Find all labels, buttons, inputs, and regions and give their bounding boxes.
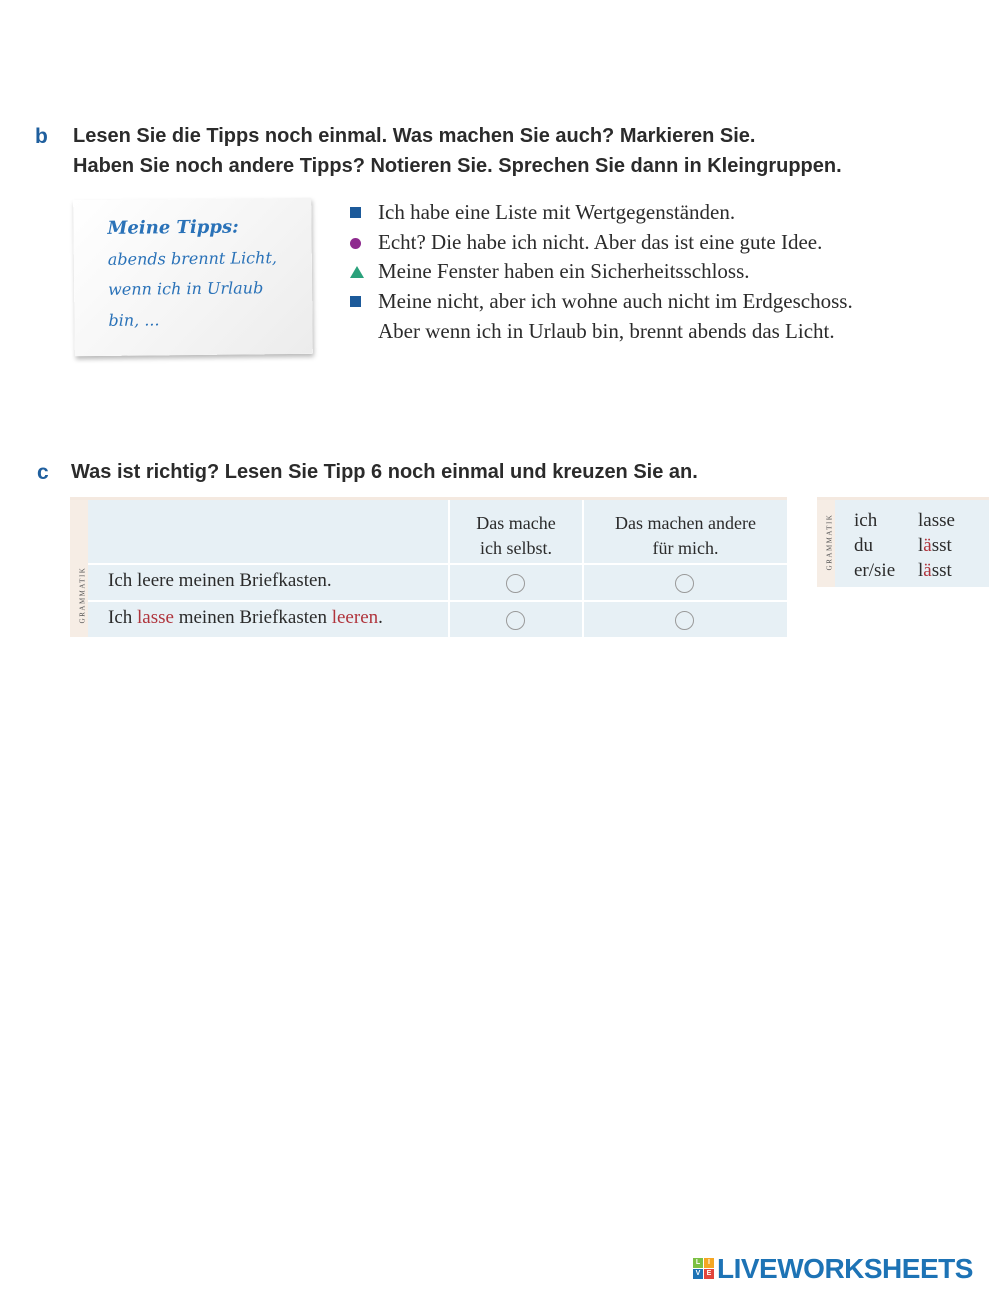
table-row-1-text: Ich leere meinen Briefkasten. [108, 570, 332, 591]
verb-form [918, 560, 952, 582]
note-line: abends brennt Licht, [107, 248, 278, 269]
pronoun-du: du [854, 535, 873, 556]
square-marker-icon [350, 296, 361, 307]
triangle-marker-icon [350, 266, 364, 278]
highlight-word-leeren: leeren [331, 607, 379, 628]
task-b-instruction-2: Haben Sie noch andere Tipps? Notieren Sie. Sprechen Sie dann in Kleingruppen. [73, 155, 842, 177]
verb-part: l [918, 560, 924, 581]
task-c-letter: c [37, 461, 49, 484]
task-c-instruction: Was ist richtig? Lesen Sie Tipp 6 noch einmal und kreuzen Sie an. [71, 461, 698, 483]
grammar-side-strip [817, 500, 835, 587]
note-line: bin, ... [108, 310, 160, 330]
logo-square: I [704, 1258, 714, 1268]
square-marker-icon [350, 207, 361, 218]
column-header-self [450, 511, 582, 561]
task-b-instruction-1: Lesen Sie die Tipps noch einmal. Was machen Sie auch? Markieren Sie. [73, 125, 756, 147]
highlight-word-lasse: lasse [137, 607, 174, 628]
dialogue-text: Meine Fenster haben ein Sicherheitsschloss. [378, 259, 750, 283]
logo-text: LIVEWORKSHEETS [717, 1253, 973, 1284]
header-line: Das machen andere [615, 513, 756, 533]
note-title: Meine Tipps: [107, 216, 239, 239]
table-divider [88, 563, 787, 565]
tips-note-card [73, 198, 313, 356]
row-text-part: Ich [108, 607, 138, 628]
logo-squares-icon [693, 1258, 715, 1280]
row-1-self-radio[interactable] [506, 574, 525, 593]
grammar-side-label: GRAMMATIK [78, 566, 87, 624]
umlaut-highlight: ä [923, 535, 932, 556]
grammar-side-strip [70, 500, 88, 637]
verb-part: lasse [918, 510, 955, 531]
logo-square: E [704, 1269, 714, 1279]
verb-form [918, 535, 952, 557]
grammar-table [70, 497, 787, 637]
verb-part: sst [931, 560, 952, 581]
pronoun-er-sie: er/sie [854, 560, 896, 581]
table-row-2-text [108, 607, 383, 629]
grammar-side-label: GRAMMATIK [825, 513, 834, 571]
verb-part: sst [931, 535, 952, 556]
row-2-self-radio[interactable] [506, 611, 525, 630]
verb-part: l [918, 535, 924, 556]
note-line: wenn ich in Urlaub [108, 278, 264, 299]
row-1-others-radio[interactable] [675, 574, 694, 593]
umlaut-highlight: ä [923, 560, 932, 581]
logo-square: V [693, 1269, 703, 1279]
logo-square: L [693, 1258, 703, 1268]
dialogue-text: Echt? Die habe ich nicht. Aber das ist eine gute Idee. [378, 230, 823, 254]
dialogue-text: Ich habe eine Liste mit Wertgegenständen. [378, 200, 736, 224]
dialogue-text: Aber wenn ich in Urlaub bin, brennt abends das Licht. [378, 319, 835, 343]
dialogue-text: Meine nicht, aber ich wohne auch nicht im Erdgeschoss. [378, 289, 853, 313]
task-b-letter: b [35, 125, 48, 148]
row-2-others-radio[interactable] [675, 611, 694, 630]
header-line: ich selbst. [480, 538, 552, 558]
row-text-part: . [378, 607, 383, 628]
header-line: für mich. [652, 538, 719, 558]
conjugation-box [817, 497, 989, 587]
row-text-part: meinen Briefkasten [173, 607, 332, 628]
verb-form [918, 510, 955, 532]
header-line: Das mache [476, 513, 556, 533]
table-divider [88, 600, 787, 602]
column-header-others [584, 511, 787, 561]
pronoun-ich: ich [854, 510, 878, 531]
circle-marker-icon [350, 238, 361, 249]
